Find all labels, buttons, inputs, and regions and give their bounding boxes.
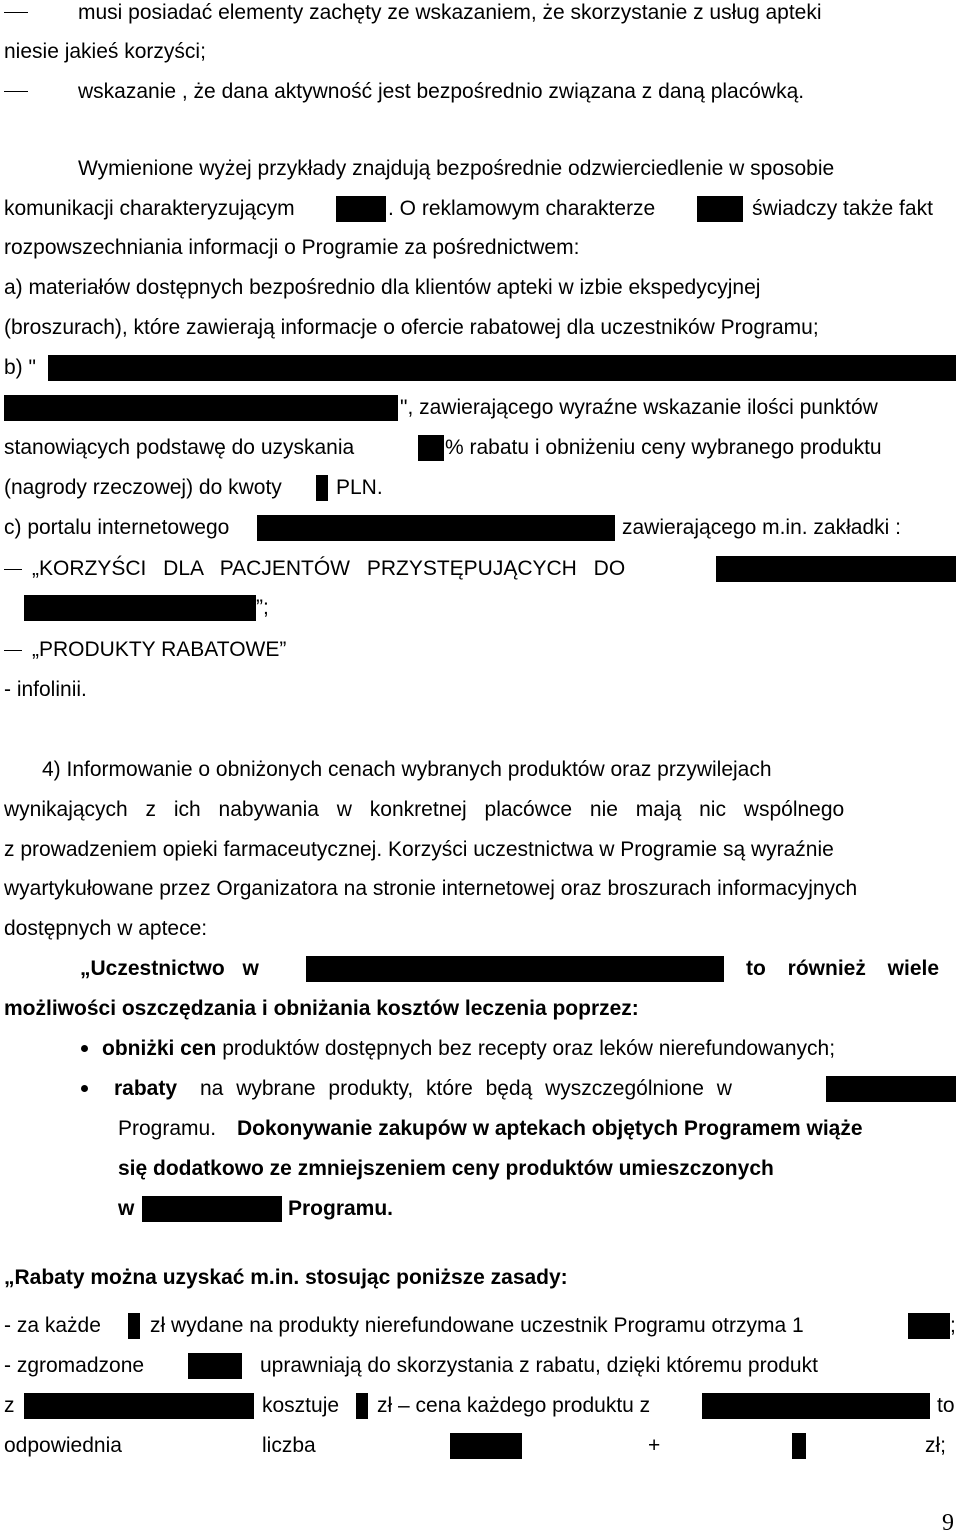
paragraph-line: Wymienione wyżej przykłady znajdują bezpośrednie odzwierciedlenie w sposobie [78, 157, 835, 180]
bullet-dot [81, 1045, 88, 1052]
redaction [418, 435, 444, 461]
list-item-b: % rabatu i obniżeniu ceny wybranego produktu [445, 436, 882, 459]
list-item-b: b) " [4, 356, 36, 379]
rabaty-heading: „Rabaty można uzyskać m.in. stosując poniższe zasady: [4, 1266, 568, 1289]
paragraph-line: komunikacji charakteryzującym [4, 197, 295, 220]
paragraph-line: świadczy także fakt [752, 197, 933, 220]
redaction [702, 1393, 930, 1419]
quote-line: „Uczestnictwo w [80, 957, 259, 980]
redaction [356, 1393, 368, 1419]
rabaty-line: zł wydane na produkty nierefundowane uczestnik Programu otrzyma 1 [150, 1314, 804, 1337]
dash-marker [4, 650, 22, 651]
redaction [188, 1353, 242, 1379]
redaction [792, 1433, 806, 1459]
redaction [908, 1313, 950, 1339]
bullet-line: musi posiadać elementy zachęty ze wskazaniem, że skorzystanie z usług apteki [78, 1, 822, 24]
paragraph-line: wynikających z ich nabywania w konkretnej placówce nie mają nic wspólnego [4, 798, 845, 821]
quote-bullet: Programu. [118, 1117, 217, 1140]
rabaty-line: + [648, 1434, 661, 1457]
list-item-b: ", zawierającego wyraźne wskazanie ilości punktów [400, 396, 878, 419]
redaction [24, 595, 256, 621]
redaction [4, 395, 398, 421]
paragraph-line: 4) Informowanie o obniżonych cenach wybranych produktów oraz przywilejach [42, 758, 772, 781]
quote-line: możliwości oszczędzania i obniżania kosztów leczenia poprzez: [4, 997, 639, 1020]
quote-bullet: w [118, 1197, 135, 1220]
redaction [826, 1076, 956, 1102]
quote-bullet: obniżki cen produktów dostępnych bez recepty oraz leków nierefundowanych; [102, 1037, 836, 1060]
bullet-line: wskazanie , że dana aktywność jest bezpośrednio związana z daną placówką. [78, 80, 805, 103]
quote-bullet: na wybrane produkty, które będą wyszczególnione w [200, 1077, 732, 1100]
tab-name: „KORZYŚCI DLA PACJENTÓW PRZYSTĘPUJĄCYCH DO [32, 557, 626, 580]
rabaty-line: zł; [925, 1434, 946, 1457]
rabaty-line: - za każde [4, 1314, 101, 1337]
redaction [316, 475, 328, 501]
redaction [450, 1433, 522, 1459]
list-item-b: PLN. [336, 476, 383, 499]
redaction [24, 1393, 254, 1419]
rabaty-line: to [937, 1394, 955, 1417]
bullet-dot [81, 1085, 88, 1092]
paragraph-line: z prowadzeniem opieki farmaceutycznej. Korzyści uczestnictwa w Programie są wyraźnie [4, 838, 834, 861]
rabaty-line: - zgromadzone [4, 1354, 145, 1377]
bullet-line: niesie jakieś korzyści; [4, 40, 206, 63]
quote-line: to również wiele [746, 957, 940, 980]
redaction [48, 355, 956, 381]
quote-bullet: Programu. [288, 1197, 394, 1220]
redaction [142, 1196, 282, 1222]
dash-marker [4, 91, 28, 92]
redaction [697, 196, 743, 222]
paragraph-line: wyartykułowane przez Organizatora na stronie internetowej oraz broszurach informacyjnych [4, 877, 858, 900]
paragraph-line: dostępnych w aptece: [4, 917, 208, 940]
list-item-b: stanowiących podstawę do uzyskania [4, 436, 355, 459]
list-item-a: a) materiałów dostępnych bezpośrednio dla klientów apteki w izbie ekspedycyjnej [4, 276, 761, 299]
tab-name: ”; [256, 596, 269, 619]
list-item-b: (nagrody rzeczowej) do kwoty [4, 476, 282, 499]
list-item-c: c) portalu internetowego [4, 516, 230, 539]
tab-name: „PRODUKTY RABATOWE” [32, 638, 287, 661]
dash-marker [4, 12, 28, 13]
quote-bullet: rabaty [114, 1077, 178, 1100]
redaction [306, 956, 724, 982]
rabaty-line: z [4, 1394, 15, 1417]
redaction [128, 1313, 140, 1339]
redaction [257, 515, 615, 541]
list-item-a: (broszurach), które zawierają informacje o ofercie rabatowej dla uczestników Programu; [4, 316, 819, 339]
rabaty-line: kosztuje [262, 1394, 340, 1417]
rabaty-line: ; [950, 1314, 956, 1337]
paragraph-line: . O reklamowym charakterze [388, 197, 656, 220]
rabaty-line: zł – cena każdego produktu z [377, 1394, 651, 1417]
rabaty-line: odpowiednia [4, 1434, 122, 1457]
page-number: 9 [942, 1510, 954, 1536]
dash-marker [4, 569, 22, 570]
redaction [336, 196, 386, 222]
quote-bullet: Dokonywanie zakupów w aptekach objętych Programem wiąże [237, 1117, 863, 1140]
rabaty-line: uprawniają do skorzystania z rabatu, dzięki któremu produkt [260, 1354, 818, 1377]
list-item-c: zawierającego m.in. zakładki : [622, 516, 901, 539]
paragraph-line: rozpowszechniania informacji o Programie za pośrednictwem: [4, 236, 580, 259]
redaction [716, 556, 956, 582]
rabaty-line: liczba [262, 1434, 316, 1457]
quote-bullet: się dodatkowo ze zmniejszeniem ceny produktów umieszczonych [118, 1157, 774, 1180]
list-item-c: - infolinii. [4, 678, 87, 701]
